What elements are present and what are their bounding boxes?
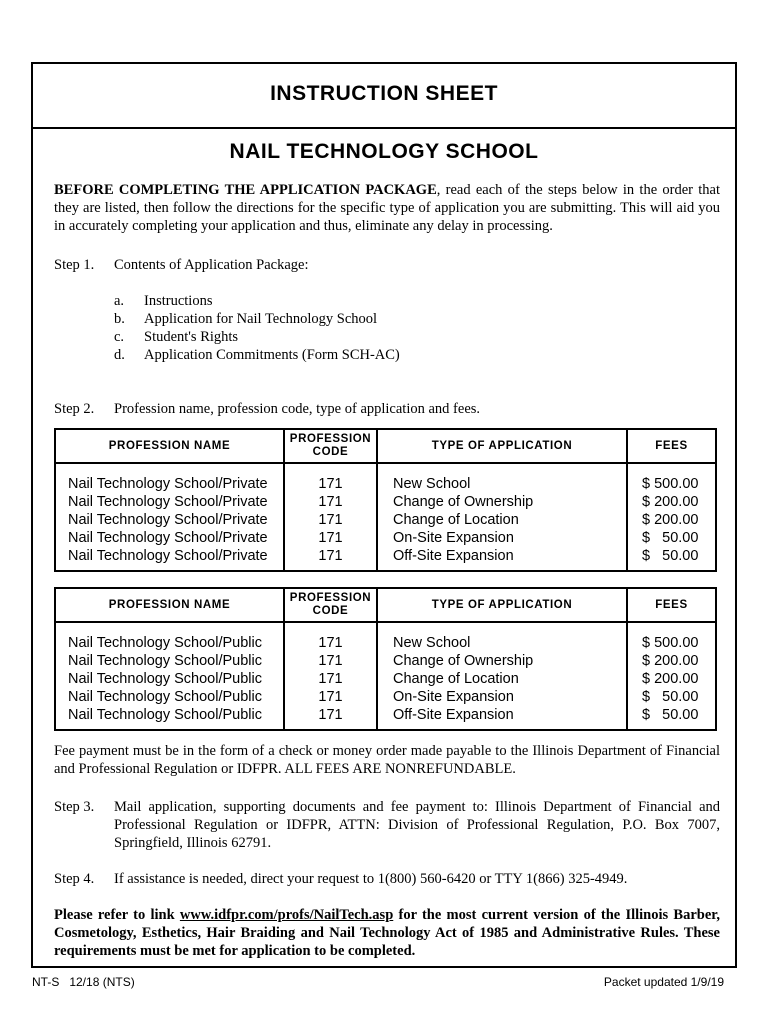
- cell-fee: $ 500.00: [642, 635, 699, 651]
- list-item-text: Instructions: [144, 293, 213, 309]
- list-item-letter: b.: [114, 311, 125, 327]
- title-box: [33, 64, 735, 129]
- list-item: [114, 328, 514, 346]
- table-row: [56, 548, 715, 566]
- cell-name: Nail Technology School/Private: [68, 476, 268, 492]
- fee-table-public: [54, 587, 717, 731]
- cell-code: 171: [318, 530, 343, 546]
- idfpr-link[interactable]: www.idfpr.com/profs/NailTech.asp: [179, 907, 394, 923]
- cell-fee: $ 500.00: [642, 476, 699, 492]
- intro-paragraph: [54, 181, 720, 235]
- instruction-sheet-frame: [31, 62, 737, 968]
- form-code: NT-S 12/18 (NTS): [32, 975, 135, 989]
- list-item: [114, 346, 514, 364]
- cell-code: 171: [318, 512, 343, 528]
- step-1: [54, 256, 704, 276]
- cell-name: Nail Technology School/Private: [68, 494, 268, 510]
- table-row: [56, 476, 715, 494]
- cell-type: Change of Location: [393, 671, 519, 687]
- cell-fee: $ 200.00: [642, 671, 699, 687]
- cell-code: 171: [318, 494, 343, 510]
- cell-name: Nail Technology School/Private: [68, 512, 268, 528]
- packet-updated: Packet updated 1/9/19: [603, 975, 724, 989]
- list-item-letter: c.: [114, 329, 125, 345]
- table-row: [56, 512, 715, 530]
- cell-code: 171: [318, 707, 343, 723]
- header-profession-name: PROFESSION NAME: [108, 598, 231, 611]
- cell-code: 171: [318, 689, 343, 705]
- intro-text: , read each of the steps below in the order that they are listed, then follow the directions for the specific type of application you are submitting. This will aid you in accurately completing your application and thus, eliminate any delay in processing.: [54, 182, 720, 234]
- refer-note: [54, 906, 720, 960]
- cell-name: Nail Technology School/Public: [68, 707, 262, 723]
- step-1-label: Step 1.: [54, 257, 95, 273]
- header-fees: FEES: [655, 439, 688, 452]
- cell-name: Nail Technology School/Public: [68, 653, 262, 669]
- step-1-text: Contents of Application Package:: [114, 257, 309, 273]
- intro-bold-lead: BEFORE COMPLETING THE APPLICATION PACKAGE: [54, 182, 437, 198]
- header-type-of-application: TYPE OF APPLICATION: [431, 598, 573, 611]
- header-type-of-application: TYPE OF APPLICATION: [431, 439, 573, 452]
- table-row: [56, 494, 715, 512]
- table-row: [56, 689, 715, 707]
- cell-name: Nail Technology School/Public: [68, 689, 262, 705]
- header-fees: FEES: [655, 598, 688, 611]
- cell-type: Off-Site Expansion: [393, 548, 514, 564]
- cell-fee: $ 50.00: [642, 530, 699, 546]
- header-profession-name: PROFESSION NAME: [108, 439, 231, 452]
- step-2-text: Profession name, profession code, type of application and fees.: [114, 401, 481, 417]
- cell-fee: $ 50.00: [642, 689, 699, 705]
- table-row: [56, 635, 715, 653]
- header-profession-code: [285, 430, 376, 462]
- cell-name: Nail Technology School/Public: [68, 635, 262, 651]
- header-code-line1: PROFESSION: [289, 592, 372, 604]
- fee-payment-note: Fee payment must be in the form of a check or money order made payable to the Illinois Department of Financial and Professional Regulation or IDFPR. ALL FEES ARE NONREFUNDABLE.: [54, 743, 720, 777]
- table-row: [56, 707, 715, 725]
- cell-code: 171: [318, 548, 343, 564]
- table-row: [56, 653, 715, 671]
- cell-type: Change of Ownership: [393, 653, 534, 669]
- list-item-text: Student's Rights: [144, 329, 239, 345]
- cell-fee: $ 200.00: [642, 494, 699, 510]
- step-3-label: Step 3.: [54, 799, 95, 815]
- cell-code: 171: [318, 476, 343, 492]
- step-4: [54, 870, 704, 890]
- step-2-label: Step 2.: [54, 401, 95, 417]
- cell-code: 171: [318, 635, 343, 651]
- list-item-text: Application Commitments (Form SCH-AC): [144, 347, 400, 363]
- cell-type: New School: [393, 476, 471, 492]
- cell-fee: $ 200.00: [642, 512, 699, 528]
- table-header: [56, 589, 715, 623]
- step-4-label: Step 4.: [54, 871, 95, 887]
- list-item-text: Application for Nail Technology School: [144, 311, 378, 327]
- school-title: NAIL TECHNOLOGY SCHOOL: [229, 140, 539, 163]
- cell-fee: $ 200.00: [642, 653, 699, 669]
- refer-rest: for the most current version of the Illinois Barber, Cosmetology, Esthetics, Hair Braiding and Nail Technology Act of 1985 and Administrative Rules. These requirements must be met for application to be completed.: [54, 907, 720, 959]
- table-header: [56, 430, 715, 464]
- cell-fee: $ 50.00: [642, 548, 699, 564]
- list-item: [114, 292, 514, 310]
- cell-type: Change of Location: [393, 512, 519, 528]
- header-profession-code: [285, 589, 376, 621]
- cell-name: Nail Technology School/Public: [68, 671, 262, 687]
- table-row: [56, 671, 715, 689]
- list-item: [114, 310, 514, 328]
- list-item-letter: a.: [114, 293, 125, 309]
- header-code-line2: CODE: [312, 446, 349, 458]
- step-4-text: If assistance is needed, direct your request to 1(800) 560-6420 or TTY 1(866) 325-4949.: [114, 871, 628, 887]
- step-3: [54, 798, 720, 854]
- step-2: [54, 400, 704, 420]
- page-title: INSTRUCTION SHEET: [270, 82, 498, 105]
- cell-type: Change of Ownership: [393, 494, 534, 510]
- cell-type: On-Site Expansion: [393, 530, 514, 546]
- cell-name: Nail Technology School/Private: [68, 548, 268, 564]
- cell-code: 171: [318, 653, 343, 669]
- header-code-line2: CODE: [312, 605, 349, 617]
- refer-lead: Please refer to link: [54, 907, 180, 923]
- header-code-line1: PROFESSION: [289, 433, 372, 445]
- cell-type: On-Site Expansion: [393, 689, 514, 705]
- cell-fee: $ 50.00: [642, 707, 699, 723]
- cell-name: Nail Technology School/Private: [68, 530, 268, 546]
- cell-code: 171: [318, 671, 343, 687]
- cell-type: Off-Site Expansion: [393, 707, 514, 723]
- fee-table-private: [54, 428, 717, 572]
- package-contents-list: [114, 292, 514, 364]
- step-3-text: Mail application, supporting documents and fee payment to: Illinois Department of Financial and Professional Regulation or IDFPR, ATTN: Division of Professional Regulation, P.O. Box 7007, Springfield, Illinois 62791.: [114, 799, 720, 851]
- table-row: [56, 530, 715, 548]
- cell-type: New School: [393, 635, 471, 651]
- list-item-letter: d.: [114, 347, 125, 363]
